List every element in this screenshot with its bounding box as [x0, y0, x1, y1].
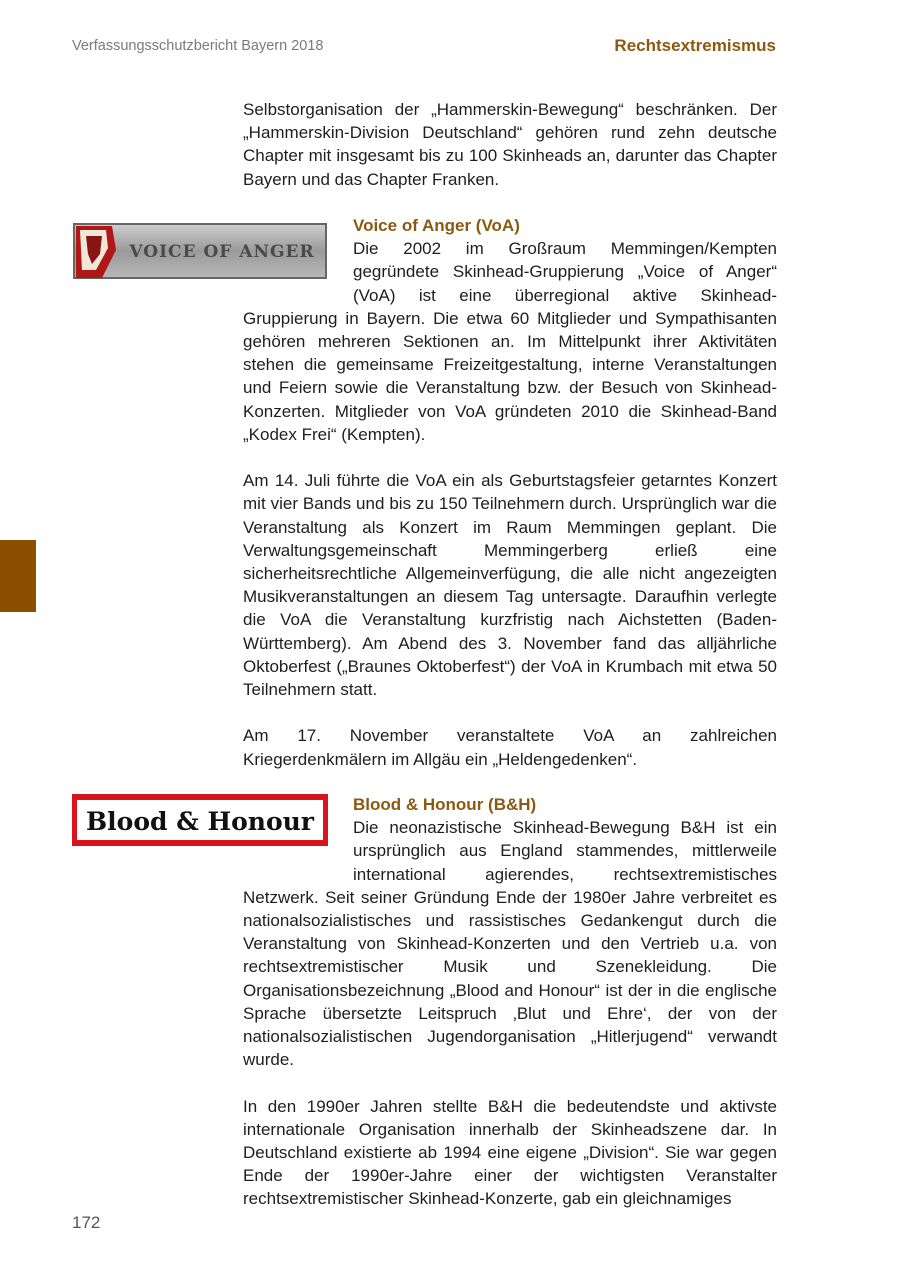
voa-section	[243, 214, 777, 771]
bh-section	[243, 793, 777, 1211]
voa-paragraph-1: Die 2002 im Großraum Memmingen/Kempten gegründete Skinhead-Gruppierung „Voice of Anger“ (VoA) ist eine überregional aktive Skinhead-Gruppierung in Bayern. Die etwa 60 Mitglieder und Sympathisanten gehören mehreren Sektionen an. Im Mittelpunkt ihrer Aktivitäten stehen die gemeinsame Freizeitgestaltung, interne Veranstaltungen und Feiern sowie die Veranstaltung bzw. der Besuch von Skinhead-Konzerten. Mitglieder von VoA gründeten 2010 die Skinhead-Band „Kodex Frei“ (Kempten).	[243, 239, 777, 444]
voa-logo-spacer	[243, 214, 353, 306]
bh-paragraph-2: In den 1990er Jahren stellte B&H die bedeutendste und aktivste internationale Organisation innerhalb der Skinheadszene dar. In Deutschland existierte ab 1994 eine eigene „Division“. Sie war gegen Ende der 1990er-Jahre einer der wichtigsten Veranstalter rechtsextremistischer Skinhead-Konzerte, gab ein gleichnamiges	[243, 1096, 777, 1209]
voa-title: Voice of Anger (VoA)	[353, 216, 520, 235]
voa-logo-text: VOICE OF ANGER	[129, 242, 315, 262]
intro-paragraph: Selbstorganisation der „Hammerskin-Bewegung“ beschränken. Der „Hammerskin-Division Deutschland“ gehören rund zehn deutsche Chapter mit insgesamt bis zu 100 Skinheads an, darunter das Chapter Bayern und das Chapter Franken.	[243, 100, 777, 189]
page-number: 172	[72, 1213, 101, 1232]
header-publication: Verfassungsschutzbericht Bayern 2018	[72, 38, 324, 54]
voa-paragraph-3: Am 17. November veranstaltete VoA an zahlreichen Kriegerdenkmälern im Allgäu ein „Heldengedenken“.	[243, 726, 777, 769]
voa-paragraph-2: Am 14. Juli führte die VoA ein als Geburtstagsfeier getarntes Konzert mit vier Bands und bis zu 150 Teilnehmern durch. Ursprünglich war die Veranstaltung als Konzert im Raum Memmingen geplant. Die Verwaltungsgemeinschaft Memmingerberg erließ eine sicherheitsrechtliche Allgemeinverfügung, die alle nicht angezeigten Musikveranstaltungen an diesem Tag untersagte. Daraufhin verlegte die VoA die Veranstaltung kurzfristig nach Aichstetten (Baden-Württemberg). Am Abend des 3. November fand das alljährliche Oktoberfest („Braunes Oktoberfest“) der VoA in Krumbach mit etwa 50 Teilnehmern statt.	[243, 471, 777, 700]
bh-logo-spacer	[243, 793, 353, 863]
intro-paragraph-block	[243, 98, 777, 191]
side-tab-marker	[0, 540, 36, 612]
bh-paragraph-1: Die neonazistische Skinhead-Bewegung B&H ist ein ursprünglich aus England stammendes, mittlerweile international agierendes, rechtsextremistisches Netzwerk. Seit seiner Gründung Ende der 1980er Jahre verbreitet es nationalsozialistisches und rassistisches Gedankengut durch die Veranstaltung von Skinhead-Konzerten und den Vertrieb u.a. von rechtsextremistischer Musik und Szenekleidung. Die Organisationsbezeichnung „Blood and Honour“ ist der in die englische Sprache übersetzte Leitspruch ‚Blut und Ehre‘, der von der nationalsozialistischen Jugendorganisation „Hitlerjugend“ verwandt wurde.	[243, 818, 777, 1070]
bh-logo-text: Blood & Honour	[86, 807, 314, 836]
header-chapter: Rechtsextremismus	[614, 36, 776, 55]
bh-title: Blood & Honour (B&H)	[353, 795, 537, 814]
